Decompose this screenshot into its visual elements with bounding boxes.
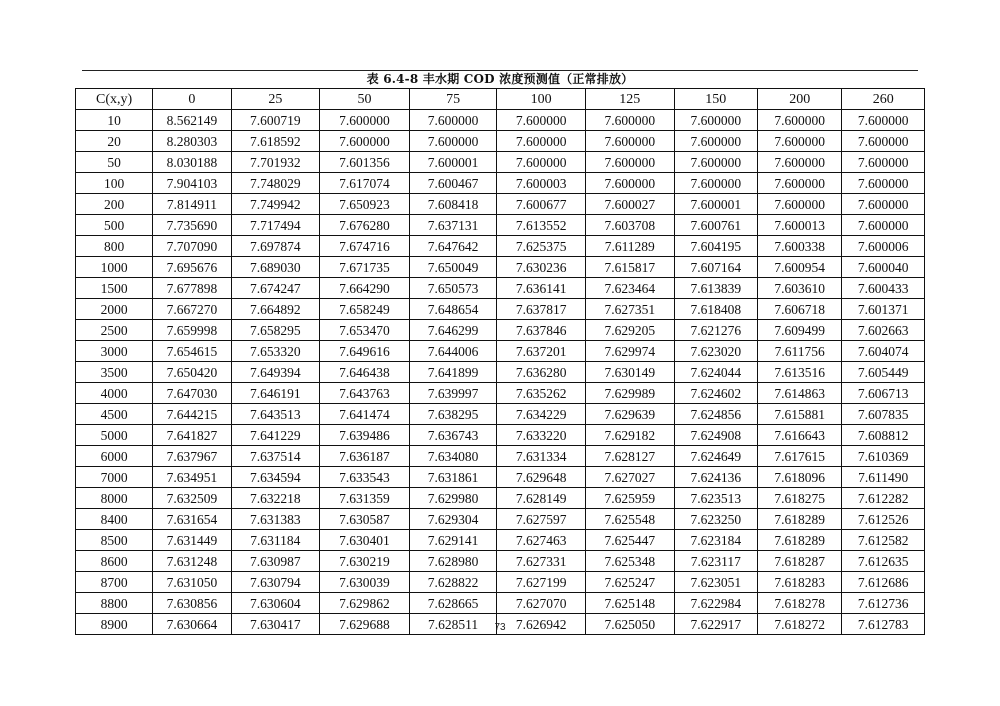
value-cell: 7.615881 xyxy=(758,404,842,425)
value-cell: 7.600000 xyxy=(842,110,925,131)
value-cell: 7.603708 xyxy=(585,215,674,236)
value-cell: 7.612783 xyxy=(842,614,925,635)
value-cell: 7.639997 xyxy=(409,383,497,404)
value-cell: 7.600000 xyxy=(758,194,842,215)
row-label-cell: 1500 xyxy=(76,278,153,299)
header-cell-distance: 0 xyxy=(153,89,231,110)
value-cell: 7.618283 xyxy=(758,572,842,593)
row-label-cell: 8400 xyxy=(76,509,153,530)
value-cell: 7.618272 xyxy=(758,614,842,635)
value-cell: 7.625148 xyxy=(585,593,674,614)
value-cell: 7.646438 xyxy=(320,362,410,383)
value-cell: 7.621276 xyxy=(674,320,757,341)
header-cell-distance: 75 xyxy=(409,89,497,110)
table-row xyxy=(76,488,925,509)
value-cell: 7.630587 xyxy=(320,509,410,530)
value-cell: 7.677898 xyxy=(153,278,231,299)
header-cell-distance: 100 xyxy=(497,89,586,110)
value-cell: 7.613839 xyxy=(674,278,757,299)
row-label-cell: 100 xyxy=(76,173,153,194)
value-cell: 7.667270 xyxy=(153,299,231,320)
value-cell: 7.674716 xyxy=(320,236,410,257)
row-label-cell: 4500 xyxy=(76,404,153,425)
value-cell: 7.630149 xyxy=(585,362,674,383)
value-cell: 7.612635 xyxy=(842,551,925,572)
value-cell: 7.600000 xyxy=(585,110,674,131)
value-cell: 7.628511 xyxy=(409,614,497,635)
header-cell-label: C(x,y) xyxy=(76,89,153,110)
value-cell: 7.628149 xyxy=(497,488,586,509)
value-cell: 7.629141 xyxy=(409,530,497,551)
value-cell: 7.628665 xyxy=(409,593,497,614)
value-cell: 7.650923 xyxy=(320,194,410,215)
value-cell: 7.630794 xyxy=(231,572,320,593)
value-cell: 7.623184 xyxy=(674,530,757,551)
value-cell: 7.701932 xyxy=(231,152,320,173)
value-cell: 7.604074 xyxy=(842,341,925,362)
header-cell-distance: 50 xyxy=(320,89,410,110)
value-cell: 7.628822 xyxy=(409,572,497,593)
value-cell: 7.659998 xyxy=(153,320,231,341)
value-cell: 7.612526 xyxy=(842,509,925,530)
value-cell: 7.600000 xyxy=(409,131,497,152)
table-row xyxy=(76,341,925,362)
row-label-cell: 500 xyxy=(76,215,153,236)
value-cell: 7.629980 xyxy=(409,488,497,509)
header-cell-distance: 25 xyxy=(231,89,320,110)
value-cell: 7.631449 xyxy=(153,530,231,551)
row-label-cell: 800 xyxy=(76,236,153,257)
value-cell: 7.600001 xyxy=(674,194,757,215)
value-cell: 7.600013 xyxy=(758,215,842,236)
value-cell: 7.608418 xyxy=(409,194,497,215)
value-cell: 7.629688 xyxy=(320,614,410,635)
table-row xyxy=(76,278,925,299)
value-cell: 7.658295 xyxy=(231,320,320,341)
value-cell: 7.630604 xyxy=(231,593,320,614)
value-cell: 7.644215 xyxy=(153,404,231,425)
value-cell: 7.625959 xyxy=(585,488,674,509)
value-cell: 7.646299 xyxy=(409,320,497,341)
value-cell: 7.601356 xyxy=(320,152,410,173)
header-cell-distance: 260 xyxy=(842,89,925,110)
row-label-cell: 5000 xyxy=(76,425,153,446)
value-cell: 7.623020 xyxy=(674,341,757,362)
value-cell: 7.618096 xyxy=(758,467,842,488)
value-cell: 7.622984 xyxy=(674,593,757,614)
value-cell: 7.600000 xyxy=(320,110,410,131)
value-cell: 7.606718 xyxy=(758,299,842,320)
value-cell: 7.600000 xyxy=(320,131,410,152)
value-cell: 7.600000 xyxy=(497,152,586,173)
value-cell: 7.600000 xyxy=(758,131,842,152)
value-cell: 7.631184 xyxy=(231,530,320,551)
value-cell: 7.631861 xyxy=(409,467,497,488)
value-cell: 7.634229 xyxy=(497,404,586,425)
value-cell: 7.605449 xyxy=(842,362,925,383)
value-cell: 7.628127 xyxy=(585,446,674,467)
value-cell: 7.617615 xyxy=(758,446,842,467)
value-cell: 7.625348 xyxy=(585,551,674,572)
value-cell: 7.600001 xyxy=(409,152,497,173)
value-cell: 7.607835 xyxy=(842,404,925,425)
value-cell: 8.562149 xyxy=(153,110,231,131)
value-cell: 7.600761 xyxy=(674,215,757,236)
value-cell: 7.600003 xyxy=(497,173,586,194)
value-cell: 7.627351 xyxy=(585,299,674,320)
value-cell: 7.612686 xyxy=(842,572,925,593)
value-cell: 7.637514 xyxy=(231,446,320,467)
value-cell: 7.631050 xyxy=(153,572,231,593)
value-cell: 7.600677 xyxy=(497,194,586,215)
value-cell: 7.618278 xyxy=(758,593,842,614)
value-cell: 7.631248 xyxy=(153,551,231,572)
value-cell: 7.814911 xyxy=(153,194,231,215)
value-cell: 7.634594 xyxy=(231,467,320,488)
value-cell: 7.630236 xyxy=(497,257,586,278)
value-cell: 7.636187 xyxy=(320,446,410,467)
value-cell: 7.618287 xyxy=(758,551,842,572)
value-cell: 7.628980 xyxy=(409,551,497,572)
table-row xyxy=(76,257,925,278)
value-cell: 7.634080 xyxy=(409,446,497,467)
value-cell: 7.658249 xyxy=(320,299,410,320)
value-cell: 7.646191 xyxy=(231,383,320,404)
value-cell: 7.627331 xyxy=(497,551,586,572)
value-cell: 7.629648 xyxy=(497,467,586,488)
table-row xyxy=(76,362,925,383)
value-cell: 7.630856 xyxy=(153,593,231,614)
table-row xyxy=(76,404,925,425)
table-row xyxy=(76,152,925,173)
table-row xyxy=(76,110,925,131)
cod-concentration-table xyxy=(75,88,925,635)
table-row xyxy=(76,236,925,257)
value-cell: 7.648654 xyxy=(409,299,497,320)
value-cell: 7.610369 xyxy=(842,446,925,467)
value-cell: 7.600000 xyxy=(758,152,842,173)
value-cell: 7.632218 xyxy=(231,488,320,509)
value-cell: 7.639486 xyxy=(320,425,410,446)
value-cell: 7.664290 xyxy=(320,278,410,299)
value-cell: 7.600000 xyxy=(758,173,842,194)
table-row xyxy=(76,131,925,152)
table-row xyxy=(76,530,925,551)
value-cell: 7.626942 xyxy=(497,614,586,635)
value-cell: 7.636743 xyxy=(409,425,497,446)
value-cell: 7.697874 xyxy=(231,236,320,257)
row-label-cell: 2000 xyxy=(76,299,153,320)
row-label-cell: 8800 xyxy=(76,593,153,614)
value-cell: 7.618592 xyxy=(231,131,320,152)
value-cell: 7.617074 xyxy=(320,173,410,194)
value-cell: 7.649394 xyxy=(231,362,320,383)
header-cell-distance: 125 xyxy=(585,89,674,110)
value-cell: 7.650420 xyxy=(153,362,231,383)
table-body xyxy=(76,110,925,635)
value-cell: 7.600000 xyxy=(674,131,757,152)
value-cell: 7.624602 xyxy=(674,383,757,404)
value-cell: 7.624136 xyxy=(674,467,757,488)
value-cell: 7.625050 xyxy=(585,614,674,635)
header-cell-distance: 150 xyxy=(674,89,757,110)
table-header-row xyxy=(76,89,925,110)
value-cell: 7.613552 xyxy=(497,215,586,236)
value-cell: 7.611289 xyxy=(585,236,674,257)
value-cell: 7.638295 xyxy=(409,404,497,425)
value-cell: 7.600000 xyxy=(842,215,925,236)
value-cell: 7.600000 xyxy=(674,110,757,131)
value-cell: 7.627597 xyxy=(497,509,586,530)
value-cell: 8.280303 xyxy=(153,131,231,152)
value-cell: 7.611490 xyxy=(842,467,925,488)
value-cell: 7.630219 xyxy=(320,551,410,572)
value-cell: 7.631383 xyxy=(231,509,320,530)
value-cell: 7.629304 xyxy=(409,509,497,530)
value-cell: 7.614863 xyxy=(758,383,842,404)
value-cell: 7.622917 xyxy=(674,614,757,635)
table-row xyxy=(76,299,925,320)
value-cell: 7.629862 xyxy=(320,593,410,614)
header-cell-distance: 200 xyxy=(758,89,842,110)
value-cell: 7.695676 xyxy=(153,257,231,278)
table-row xyxy=(76,593,925,614)
value-cell: 7.717494 xyxy=(231,215,320,236)
value-cell: 7.634951 xyxy=(153,467,231,488)
value-cell: 7.671735 xyxy=(320,257,410,278)
value-cell: 7.629974 xyxy=(585,341,674,362)
row-label-cell: 4000 xyxy=(76,383,153,404)
value-cell: 7.636141 xyxy=(497,278,586,299)
value-cell: 7.635262 xyxy=(497,383,586,404)
row-label-cell: 200 xyxy=(76,194,153,215)
value-cell: 7.606713 xyxy=(842,383,925,404)
value-cell: 7.627199 xyxy=(497,572,586,593)
row-label-cell: 8700 xyxy=(76,572,153,593)
value-cell: 7.603610 xyxy=(758,278,842,299)
value-cell: 7.630401 xyxy=(320,530,410,551)
value-cell: 7.654615 xyxy=(153,341,231,362)
table-caption: 表 6.4-8 丰水期 COD 浓度预测值（正常排放） xyxy=(366,72,634,86)
value-cell: 7.647030 xyxy=(153,383,231,404)
value-cell: 7.600954 xyxy=(758,257,842,278)
value-cell: 7.748029 xyxy=(231,173,320,194)
value-cell: 7.641474 xyxy=(320,404,410,425)
value-cell: 7.623464 xyxy=(585,278,674,299)
value-cell: 7.612736 xyxy=(842,593,925,614)
value-cell: 7.637201 xyxy=(497,341,586,362)
value-cell: 7.631359 xyxy=(320,488,410,509)
value-cell: 7.904103 xyxy=(153,173,231,194)
value-cell: 7.623117 xyxy=(674,551,757,572)
value-cell: 7.624044 xyxy=(674,362,757,383)
table-row xyxy=(76,320,925,341)
value-cell: 7.600000 xyxy=(497,110,586,131)
value-cell: 7.632509 xyxy=(153,488,231,509)
table-row xyxy=(76,509,925,530)
value-cell: 7.641827 xyxy=(153,425,231,446)
row-label-cell: 50 xyxy=(76,152,153,173)
value-cell: 7.601371 xyxy=(842,299,925,320)
value-cell: 7.602663 xyxy=(842,320,925,341)
row-label-cell: 3000 xyxy=(76,341,153,362)
value-cell: 7.616643 xyxy=(758,425,842,446)
value-cell: 7.604195 xyxy=(674,236,757,257)
value-cell: 7.630664 xyxy=(153,614,231,635)
value-cell: 7.630417 xyxy=(231,614,320,635)
value-cell: 7.633543 xyxy=(320,467,410,488)
value-cell: 7.707090 xyxy=(153,236,231,257)
value-cell: 7.624856 xyxy=(674,404,757,425)
value-cell: 7.612582 xyxy=(842,530,925,551)
value-cell: 7.629182 xyxy=(585,425,674,446)
value-cell: 7.600027 xyxy=(585,194,674,215)
value-cell: 7.631654 xyxy=(153,509,231,530)
value-cell: 7.674247 xyxy=(231,278,320,299)
table-row xyxy=(76,173,925,194)
value-cell: 7.608812 xyxy=(842,425,925,446)
value-cell: 7.600000 xyxy=(842,173,925,194)
value-cell: 7.637846 xyxy=(497,320,586,341)
value-cell: 7.629205 xyxy=(585,320,674,341)
value-cell: 7.689030 xyxy=(231,257,320,278)
value-cell: 7.631334 xyxy=(497,446,586,467)
value-cell: 7.625447 xyxy=(585,530,674,551)
row-label-cell: 10 xyxy=(76,110,153,131)
value-cell: 7.643763 xyxy=(320,383,410,404)
value-cell: 7.627027 xyxy=(585,467,674,488)
value-cell: 7.600467 xyxy=(409,173,497,194)
value-cell: 7.600000 xyxy=(842,131,925,152)
value-cell: 7.618408 xyxy=(674,299,757,320)
value-cell: 7.623250 xyxy=(674,509,757,530)
row-label-cell: 7000 xyxy=(76,467,153,488)
value-cell: 7.625548 xyxy=(585,509,674,530)
value-cell: 7.650049 xyxy=(409,257,497,278)
value-cell: 7.612282 xyxy=(842,488,925,509)
value-cell: 7.600719 xyxy=(231,110,320,131)
row-label-cell: 3500 xyxy=(76,362,153,383)
table-row xyxy=(76,383,925,404)
value-cell: 7.643513 xyxy=(231,404,320,425)
row-label-cell: 8600 xyxy=(76,551,153,572)
value-cell: 7.600000 xyxy=(585,152,674,173)
value-cell: 7.600000 xyxy=(842,152,925,173)
value-cell: 7.600000 xyxy=(842,194,925,215)
value-cell: 7.600433 xyxy=(842,278,925,299)
table-row xyxy=(76,194,925,215)
value-cell: 7.637967 xyxy=(153,446,231,467)
value-cell: 7.600040 xyxy=(842,257,925,278)
value-cell: 7.600000 xyxy=(674,152,757,173)
value-cell: 7.618289 xyxy=(758,530,842,551)
value-cell: 7.644006 xyxy=(409,341,497,362)
table-row xyxy=(76,215,925,236)
row-label-cell: 1000 xyxy=(76,257,153,278)
value-cell: 7.653320 xyxy=(231,341,320,362)
value-cell: 8.030188 xyxy=(153,152,231,173)
value-cell: 7.618275 xyxy=(758,488,842,509)
value-cell: 7.664892 xyxy=(231,299,320,320)
value-cell: 7.735690 xyxy=(153,215,231,236)
value-cell: 7.625375 xyxy=(497,236,586,257)
value-cell: 7.624649 xyxy=(674,446,757,467)
row-label-cell: 8500 xyxy=(76,530,153,551)
value-cell: 7.625247 xyxy=(585,572,674,593)
value-cell: 7.641229 xyxy=(231,425,320,446)
value-cell: 7.647642 xyxy=(409,236,497,257)
value-cell: 7.613516 xyxy=(758,362,842,383)
value-cell: 7.629639 xyxy=(585,404,674,425)
value-cell: 7.600000 xyxy=(674,173,757,194)
row-label-cell: 6000 xyxy=(76,446,153,467)
value-cell: 7.624908 xyxy=(674,425,757,446)
value-cell: 7.607164 xyxy=(674,257,757,278)
value-cell: 7.615817 xyxy=(585,257,674,278)
page-number: 73 xyxy=(494,622,506,633)
value-cell: 7.629989 xyxy=(585,383,674,404)
value-cell: 7.630039 xyxy=(320,572,410,593)
value-cell: 7.623513 xyxy=(674,488,757,509)
row-label-cell: 8000 xyxy=(76,488,153,509)
value-cell: 7.637131 xyxy=(409,215,497,236)
value-cell: 7.600000 xyxy=(758,110,842,131)
value-cell: 7.676280 xyxy=(320,215,410,236)
row-label-cell: 20 xyxy=(76,131,153,152)
value-cell: 7.618289 xyxy=(758,509,842,530)
table-row xyxy=(76,572,925,593)
table-row xyxy=(76,425,925,446)
table-row xyxy=(76,467,925,488)
value-cell: 7.630987 xyxy=(231,551,320,572)
value-cell: 7.641899 xyxy=(409,362,497,383)
value-cell: 7.609499 xyxy=(758,320,842,341)
value-cell: 7.649616 xyxy=(320,341,410,362)
value-cell: 7.611756 xyxy=(758,341,842,362)
value-cell: 7.627070 xyxy=(497,593,586,614)
value-cell: 7.633220 xyxy=(497,425,586,446)
row-label-cell: 8900 xyxy=(76,614,153,635)
table-row xyxy=(76,551,925,572)
value-cell: 7.637817 xyxy=(497,299,586,320)
value-cell: 7.623051 xyxy=(674,572,757,593)
table-row xyxy=(76,446,925,467)
row-label-cell: 2500 xyxy=(76,320,153,341)
value-cell: 7.749942 xyxy=(231,194,320,215)
value-cell: 7.650573 xyxy=(409,278,497,299)
value-cell: 7.600000 xyxy=(497,131,586,152)
value-cell: 7.600000 xyxy=(585,131,674,152)
value-cell: 7.636280 xyxy=(497,362,586,383)
value-cell: 7.600338 xyxy=(758,236,842,257)
value-cell: 7.600000 xyxy=(585,173,674,194)
value-cell: 7.600000 xyxy=(409,110,497,131)
value-cell: 7.600006 xyxy=(842,236,925,257)
value-cell: 7.653470 xyxy=(320,320,410,341)
value-cell: 7.627463 xyxy=(497,530,586,551)
